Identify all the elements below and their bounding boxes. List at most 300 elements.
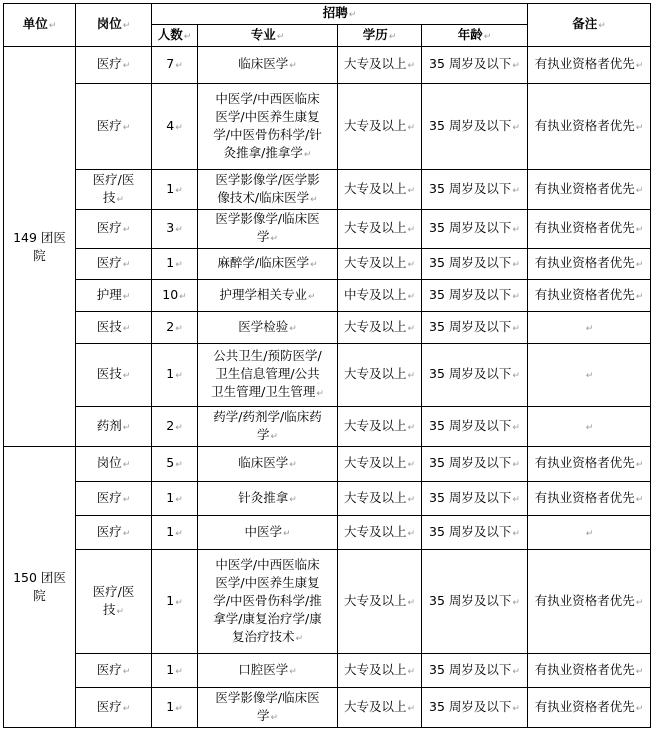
count-value: 5 bbox=[166, 455, 175, 470]
paragraph-mark: ↵ bbox=[585, 528, 594, 539]
education-cell bbox=[338, 210, 422, 249]
major-cell bbox=[198, 210, 338, 249]
paragraph-mark: ↵ bbox=[116, 606, 125, 617]
major-line: 学 bbox=[256, 707, 270, 723]
major-line: 复治疗技术 bbox=[231, 628, 295, 644]
major-line: 医学/中医养生康复 bbox=[215, 574, 320, 590]
age-value: 35 周岁及以下 bbox=[429, 455, 512, 470]
education-value: 大专及以上 bbox=[343, 56, 407, 71]
major-line: 学 bbox=[256, 229, 270, 244]
count-cell bbox=[152, 47, 198, 84]
paragraph-mark: ↵ bbox=[407, 703, 416, 714]
paragraph-mark: ↵ bbox=[512, 291, 520, 302]
unit-line: 院 bbox=[33, 588, 46, 603]
age-value: 35 周岁及以下 bbox=[429, 366, 512, 381]
position-cell bbox=[76, 654, 152, 688]
paragraph-mark: ↵ bbox=[585, 323, 594, 334]
age-value: 35 周岁及以下 bbox=[429, 698, 512, 714]
header-position: 岗位↵ bbox=[76, 4, 152, 47]
position-cell bbox=[76, 482, 152, 516]
paragraph-mark: ↵ bbox=[175, 666, 183, 677]
recruitment-table bbox=[3, 3, 651, 728]
education-cell bbox=[338, 249, 422, 280]
position-cell bbox=[76, 47, 152, 84]
count-value: 1 bbox=[166, 255, 175, 270]
header-remark: 备注↵ bbox=[528, 4, 651, 47]
education-cell bbox=[338, 550, 422, 654]
education-cell bbox=[338, 447, 422, 482]
header-unit: 单位↵ bbox=[4, 4, 76, 47]
table-row bbox=[4, 280, 651, 312]
education-value: 大专及以上 bbox=[343, 698, 407, 714]
major-cell bbox=[198, 688, 338, 728]
paragraph-mark: ↵ bbox=[512, 122, 520, 133]
count-value: 1 bbox=[166, 592, 175, 608]
unit-line: 150 团医 bbox=[13, 570, 66, 585]
remark-cell bbox=[528, 482, 651, 516]
major-line: 针灸推拿 bbox=[238, 489, 289, 505]
major-line: 临床医学 bbox=[238, 455, 289, 470]
paragraph-mark: ↵ bbox=[512, 185, 520, 196]
remark-cell bbox=[528, 447, 651, 482]
major-cell bbox=[198, 47, 338, 84]
paragraph-mark: ↵ bbox=[179, 291, 187, 302]
education-cell bbox=[338, 170, 422, 210]
paragraph-mark: ↵ bbox=[407, 225, 416, 235]
table-row bbox=[4, 654, 651, 688]
remark-value: 有执业资格者优先 bbox=[534, 455, 635, 470]
paragraph-mark: ↵ bbox=[407, 528, 416, 539]
table-body bbox=[4, 47, 651, 728]
paragraph-mark: ↵ bbox=[122, 291, 131, 302]
paragraph-mark: ↵ bbox=[635, 291, 644, 302]
education-value: 大专及以上 bbox=[343, 220, 407, 235]
major-line: 中医学/中西医临床 bbox=[215, 90, 320, 106]
age-cell bbox=[422, 47, 528, 84]
paragraph-mark: ↵ bbox=[585, 422, 594, 433]
paragraph-mark: ↵ bbox=[122, 122, 131, 133]
position-line: 护理 bbox=[96, 286, 122, 302]
education-value: 大专及以上 bbox=[343, 255, 407, 270]
position-line: 医疗 bbox=[96, 255, 122, 270]
major-line: 像技术/临床医学 bbox=[217, 189, 310, 205]
position-cell bbox=[76, 344, 152, 407]
age-cell bbox=[422, 482, 528, 516]
remark-cell bbox=[528, 688, 651, 728]
education-cell bbox=[338, 84, 422, 170]
table-row bbox=[4, 210, 651, 249]
paragraph-mark: ↵ bbox=[635, 666, 644, 677]
paragraph-mark: ↵ bbox=[175, 185, 183, 196]
paragraph-mark: ↵ bbox=[175, 460, 183, 470]
education-value: 大专及以上 bbox=[343, 117, 407, 133]
remark-cell bbox=[528, 210, 651, 249]
paragraph-mark: ↵ bbox=[407, 460, 416, 470]
header-recruit: 招聘↵ bbox=[152, 4, 528, 25]
age-cell bbox=[422, 170, 528, 210]
education-value: 大专及以上 bbox=[343, 592, 407, 608]
paragraph-mark: ↵ bbox=[407, 371, 416, 381]
education-value: 大专及以上 bbox=[343, 366, 407, 381]
count-value: 1 bbox=[166, 180, 175, 196]
position-line: 医疗 bbox=[96, 489, 122, 505]
count-cell bbox=[152, 170, 198, 210]
education-cell bbox=[338, 47, 422, 84]
paragraph-mark: ↵ bbox=[407, 122, 416, 133]
position-line: 医疗/医 bbox=[92, 171, 135, 187]
paragraph-mark: ↵ bbox=[175, 323, 183, 334]
position-line: 医疗 bbox=[96, 220, 122, 235]
major-line: 医学/中医养生康复 bbox=[215, 108, 320, 124]
major-cell bbox=[198, 407, 338, 447]
education-cell bbox=[338, 280, 422, 312]
education-cell bbox=[338, 688, 422, 728]
paragraph-mark: ↵ bbox=[122, 225, 131, 235]
major-cell bbox=[198, 447, 338, 482]
paragraph-mark: ↵ bbox=[270, 712, 279, 723]
header-major: 专业↵ bbox=[198, 25, 338, 47]
paragraph-mark: ↵ bbox=[635, 185, 644, 196]
paragraph-mark: ↵ bbox=[635, 260, 644, 270]
paragraph-mark: ↵ bbox=[512, 225, 520, 235]
paragraph-mark: ↵ bbox=[122, 422, 131, 433]
table-row bbox=[4, 447, 651, 482]
paragraph-mark: ↵ bbox=[289, 460, 297, 470]
paragraph-mark: ↵ bbox=[122, 494, 131, 505]
count-cell bbox=[152, 688, 198, 728]
paragraph-mark: ↵ bbox=[635, 494, 644, 505]
major-line: 学 bbox=[256, 426, 270, 442]
position-line: 岗位 bbox=[96, 455, 122, 470]
remark-value: 有执业资格者优先 bbox=[534, 117, 635, 133]
major-line: 医学检验 bbox=[238, 318, 289, 334]
remark-value: 有执业资格者优先 bbox=[534, 220, 635, 235]
table-row bbox=[4, 249, 651, 280]
paragraph-mark: ↵ bbox=[635, 460, 644, 470]
age-cell bbox=[422, 249, 528, 280]
age-value: 35 周岁及以下 bbox=[429, 180, 512, 196]
count-value: 1 bbox=[166, 489, 175, 505]
header-education: 学历↵ bbox=[338, 25, 422, 47]
age-cell bbox=[422, 280, 528, 312]
paragraph-mark: ↵ bbox=[303, 149, 312, 160]
age-cell bbox=[422, 84, 528, 170]
remark-value: 有执业资格者优先 bbox=[534, 286, 635, 302]
age-cell bbox=[422, 407, 528, 447]
table-row bbox=[4, 482, 651, 516]
paragraph-mark: ↵ bbox=[407, 61, 416, 71]
count-value: 7 bbox=[166, 56, 175, 71]
position-cell bbox=[76, 407, 152, 447]
paragraph-mark: ↵ bbox=[295, 633, 304, 644]
count-cell bbox=[152, 407, 198, 447]
remark-cell bbox=[528, 249, 651, 280]
paragraph-mark: ↵ bbox=[635, 122, 644, 133]
position-cell bbox=[76, 280, 152, 312]
paragraph-mark: ↵ bbox=[407, 666, 416, 677]
paragraph-mark: ↵ bbox=[407, 185, 416, 196]
major-line: 医学影像学/临床医 bbox=[215, 211, 320, 226]
count-value: 1 bbox=[166, 366, 175, 381]
paragraph-mark: ↵ bbox=[512, 422, 520, 433]
remark-value: 有执业资格者优先 bbox=[534, 255, 635, 270]
age-value: 35 周岁及以下 bbox=[429, 286, 512, 302]
paragraph-mark: ↵ bbox=[175, 703, 183, 714]
remark-cell bbox=[528, 312, 651, 344]
education-cell bbox=[338, 516, 422, 550]
paragraph-mark: ↵ bbox=[175, 260, 183, 270]
header-age: 年龄↵ bbox=[422, 25, 528, 47]
paragraph-mark: ↵ bbox=[407, 597, 416, 608]
position-cell bbox=[76, 249, 152, 280]
position-cell bbox=[76, 447, 152, 482]
count-cell bbox=[152, 447, 198, 482]
paragraph-mark: ↵ bbox=[289, 61, 297, 71]
paragraph-mark: ↵ bbox=[512, 371, 520, 381]
remark-value: 有执业资格者优先 bbox=[534, 489, 635, 505]
age-cell bbox=[422, 550, 528, 654]
paragraph-mark: ↵ bbox=[512, 528, 520, 539]
paragraph-mark: ↵ bbox=[122, 666, 131, 677]
paragraph-mark: ↵ bbox=[307, 291, 316, 302]
count-value: 2 bbox=[166, 417, 175, 433]
major-line: 卫生信息管理/公共 bbox=[215, 366, 320, 381]
paragraph-mark: ↵ bbox=[635, 61, 644, 71]
age-value: 35 周岁及以下 bbox=[429, 489, 512, 505]
unit-line: 院 bbox=[33, 247, 46, 263]
paragraph-mark: ↵ bbox=[270, 431, 279, 442]
unit-cell bbox=[4, 47, 76, 447]
position-line: 医疗/医 bbox=[92, 583, 135, 599]
remark-cell bbox=[528, 654, 651, 688]
education-value: 大专及以上 bbox=[343, 489, 407, 505]
age-cell bbox=[422, 688, 528, 728]
remark-value: 有执业资格者优先 bbox=[534, 180, 635, 196]
paragraph-mark: ↵ bbox=[512, 703, 520, 714]
age-cell bbox=[422, 344, 528, 407]
paragraph-mark: ↵ bbox=[116, 194, 125, 205]
count-cell bbox=[152, 210, 198, 249]
count-value: 1 bbox=[166, 698, 175, 714]
remark-value: 有执业资格者优先 bbox=[534, 56, 635, 71]
remark-cell bbox=[528, 170, 651, 210]
remark-cell bbox=[528, 344, 651, 407]
major-cell bbox=[198, 280, 338, 312]
paragraph-mark: ↵ bbox=[289, 666, 297, 677]
age-cell bbox=[422, 516, 528, 550]
position-cell bbox=[76, 210, 152, 249]
paragraph-mark: ↵ bbox=[175, 494, 183, 505]
major-cell bbox=[198, 654, 338, 688]
table-row bbox=[4, 170, 651, 210]
table-row bbox=[4, 312, 651, 344]
remark-value: 有执业资格者优先 bbox=[534, 661, 635, 677]
position-line: 技 bbox=[102, 601, 116, 617]
education-value: 大专及以上 bbox=[343, 455, 407, 470]
position-line: 医疗 bbox=[96, 661, 122, 677]
paragraph-mark: ↵ bbox=[407, 494, 416, 505]
paragraph-mark: ↵ bbox=[585, 371, 594, 381]
major-line: 中医学 bbox=[244, 523, 282, 539]
count-value: 1 bbox=[166, 523, 175, 539]
table-row bbox=[4, 407, 651, 447]
major-line: 口腔医学 bbox=[238, 661, 289, 677]
position-cell bbox=[76, 550, 152, 654]
count-value: 10 bbox=[162, 286, 179, 302]
count-cell bbox=[152, 249, 198, 280]
major-cell bbox=[198, 516, 338, 550]
major-line: 护理学相关专业 bbox=[219, 286, 307, 302]
count-cell bbox=[152, 84, 198, 170]
paragraph-mark: ↵ bbox=[310, 260, 318, 270]
position-line: 医疗 bbox=[96, 56, 122, 71]
table-row bbox=[4, 84, 651, 170]
remark-cell bbox=[528, 407, 651, 447]
remark-value: 有执业资格者优先 bbox=[534, 698, 635, 714]
age-value: 35 周岁及以下 bbox=[429, 255, 512, 270]
position-line: 医疗 bbox=[96, 523, 122, 539]
major-line: 临床医学 bbox=[238, 56, 289, 71]
remark-cell bbox=[528, 516, 651, 550]
unit-line: 149 团医 bbox=[13, 229, 66, 245]
paragraph-mark: ↵ bbox=[122, 260, 131, 270]
age-value: 35 周岁及以下 bbox=[429, 417, 512, 433]
major-cell bbox=[198, 170, 338, 210]
paragraph-mark: ↵ bbox=[407, 291, 416, 302]
age-cell bbox=[422, 447, 528, 482]
remark-cell bbox=[528, 84, 651, 170]
age-value: 35 周岁及以下 bbox=[429, 117, 512, 133]
major-cell bbox=[198, 312, 338, 344]
education-value: 大专及以上 bbox=[343, 661, 407, 677]
major-line: 药学/药剂学/临床药 bbox=[213, 408, 322, 424]
major-line: 公共卫生/预防医学/ bbox=[213, 348, 322, 363]
major-line: 医学影像学/临床医 bbox=[215, 689, 320, 705]
paragraph-mark: ↵ bbox=[512, 666, 520, 677]
paragraph-mark: ↵ bbox=[122, 528, 131, 539]
paragraph-mark: ↵ bbox=[407, 323, 416, 334]
age-value: 35 周岁及以下 bbox=[429, 661, 512, 677]
remark-cell bbox=[528, 550, 651, 654]
major-line: 拿学/康复治疗学/康 bbox=[213, 610, 322, 626]
position-line: 医技 bbox=[96, 366, 122, 381]
header-count: 人数↵ bbox=[152, 25, 198, 47]
paragraph-mark: ↵ bbox=[512, 323, 520, 334]
education-value: 大专及以上 bbox=[343, 180, 407, 196]
education-cell bbox=[338, 482, 422, 516]
paragraph-mark: ↵ bbox=[175, 122, 183, 133]
count-cell bbox=[152, 550, 198, 654]
remark-value: 有执业资格者优先 bbox=[534, 592, 635, 608]
count-cell bbox=[152, 312, 198, 344]
paragraph-mark: ↵ bbox=[635, 225, 644, 235]
remark-cell bbox=[528, 280, 651, 312]
paragraph-mark: ↵ bbox=[175, 528, 183, 539]
position-line: 医疗 bbox=[96, 117, 122, 133]
table-row bbox=[4, 550, 651, 654]
age-value: 35 周岁及以下 bbox=[429, 220, 512, 235]
major-cell bbox=[198, 84, 338, 170]
unit-cell bbox=[4, 447, 76, 728]
count-value: 3 bbox=[166, 220, 175, 235]
position-line: 技 bbox=[102, 189, 116, 205]
paragraph-mark: ↵ bbox=[122, 371, 131, 381]
paragraph-mark: ↵ bbox=[310, 194, 318, 205]
paragraph-mark: ↵ bbox=[407, 422, 416, 433]
education-value: 大专及以上 bbox=[343, 523, 407, 539]
paragraph-mark: ↵ bbox=[512, 597, 520, 608]
paragraph-mark: ↵ bbox=[512, 61, 520, 71]
count-cell bbox=[152, 344, 198, 407]
age-value: 35 周岁及以下 bbox=[429, 56, 512, 71]
education-value: 大专及以上 bbox=[343, 318, 407, 334]
position-line: 医疗 bbox=[96, 698, 122, 714]
major-line: 中医学/中西医临床 bbox=[215, 556, 320, 572]
education-cell bbox=[338, 344, 422, 407]
age-value: 35 周岁及以下 bbox=[429, 318, 512, 334]
position-cell bbox=[76, 170, 152, 210]
paragraph-mark: ↵ bbox=[407, 260, 416, 270]
major-line: 学/中医骨伤科学/推 bbox=[213, 592, 322, 608]
age-value: 35 周岁及以下 bbox=[429, 592, 512, 608]
age-cell bbox=[422, 312, 528, 344]
paragraph-mark: ↵ bbox=[282, 528, 291, 539]
paragraph-mark: ↵ bbox=[175, 371, 183, 381]
position-cell bbox=[76, 312, 152, 344]
table-row bbox=[4, 688, 651, 728]
major-line: 灸推拿/推拿学 bbox=[223, 144, 303, 160]
paragraph-mark: ↵ bbox=[512, 494, 520, 505]
count-value: 2 bbox=[166, 318, 175, 334]
major-line: 医学影像学/医学影 bbox=[215, 171, 320, 187]
age-value: 35 周岁及以下 bbox=[429, 523, 512, 539]
paragraph-mark: ↵ bbox=[122, 703, 131, 714]
education-cell bbox=[338, 312, 422, 344]
paragraph-mark: ↵ bbox=[635, 597, 644, 608]
paragraph-mark: ↵ bbox=[289, 323, 297, 334]
paragraph-mark: ↵ bbox=[512, 260, 520, 270]
paragraph-mark: ↵ bbox=[316, 389, 324, 399]
position-cell bbox=[76, 688, 152, 728]
table-row bbox=[4, 516, 651, 550]
paragraph-mark: ↵ bbox=[175, 597, 183, 608]
paragraph-mark: ↵ bbox=[122, 61, 131, 71]
paragraph-mark: ↵ bbox=[122, 460, 131, 470]
remark-cell bbox=[528, 47, 651, 84]
table-row bbox=[4, 344, 651, 407]
paragraph-mark: ↵ bbox=[175, 61, 183, 71]
count-cell bbox=[152, 280, 198, 312]
paragraph-mark: ↵ bbox=[270, 234, 279, 244]
major-cell bbox=[198, 550, 338, 654]
education-value: 中专及以上 bbox=[343, 286, 407, 302]
paragraph-mark: ↵ bbox=[512, 460, 520, 470]
major-line: 卫生管理/卫生管理 bbox=[211, 384, 316, 399]
major-cell bbox=[198, 249, 338, 280]
table-row bbox=[4, 47, 651, 84]
major-cell bbox=[198, 482, 338, 516]
position-line: 药剂 bbox=[96, 417, 122, 433]
paragraph-mark: ↵ bbox=[175, 422, 183, 433]
age-cell bbox=[422, 654, 528, 688]
paragraph-mark: ↵ bbox=[122, 323, 131, 334]
education-cell bbox=[338, 407, 422, 447]
position-cell bbox=[76, 516, 152, 550]
major-cell bbox=[198, 344, 338, 407]
education-cell bbox=[338, 654, 422, 688]
major-line: 学/中医骨伤科学/针 bbox=[213, 126, 322, 142]
paragraph-mark: ↵ bbox=[635, 703, 644, 714]
